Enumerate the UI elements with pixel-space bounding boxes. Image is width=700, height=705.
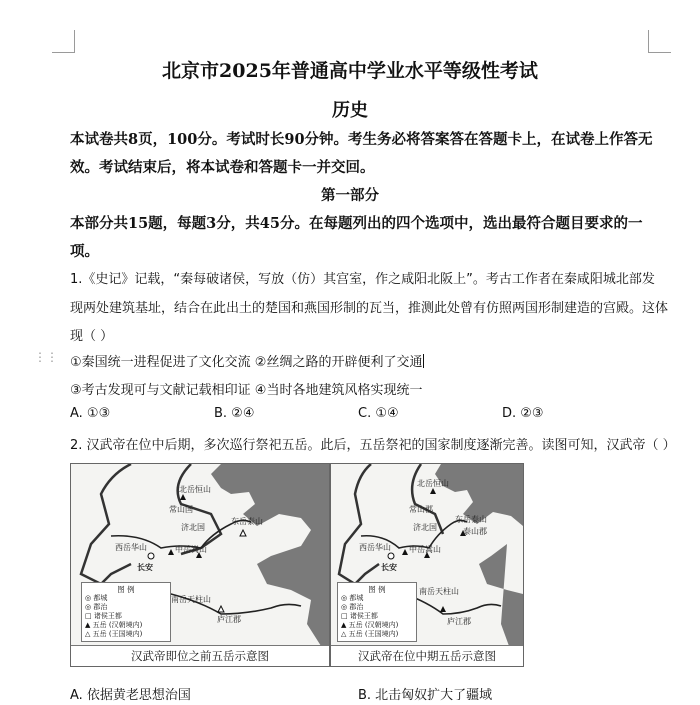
map-mid-reign bbox=[330, 463, 524, 667]
map-2-south-peak bbox=[440, 606, 446, 612]
map-2-label-central: 中岳嵩山 bbox=[409, 545, 441, 554]
q1-option-b: B. ②④ bbox=[214, 406, 255, 421]
q2-option-a: A. 依据黄老思想治国 bbox=[70, 688, 191, 703]
map-1-legend-item: ◎ 郡治 bbox=[85, 603, 108, 611]
page-corner-mark-right bbox=[648, 30, 671, 53]
map-2-label-west: 西岳华山 bbox=[359, 543, 391, 552]
map-2-legend-item: ◎ 都城 bbox=[341, 594, 364, 602]
exam-title: 北京市2025年普通高中学业水平等级性考试 bbox=[162, 60, 538, 82]
map-1-legend-item: ▲ 五岳 (汉朝境内) bbox=[85, 621, 143, 629]
map-1-label-changan: 长安 bbox=[137, 563, 153, 572]
map-2-sea-south bbox=[479, 544, 523, 646]
text-cursor bbox=[423, 354, 424, 368]
map-2-legend bbox=[337, 582, 417, 642]
map-1-label-west: 西岳华山 bbox=[115, 543, 147, 552]
map-2-legend-item: ◎ 郡治 bbox=[341, 603, 364, 611]
map-1-legend-title: 图 例 bbox=[117, 585, 135, 594]
map-1-changan-marker bbox=[148, 553, 154, 559]
map-2-label-south: 南岳天柱山 bbox=[419, 587, 459, 596]
q1-option-d: D. ②③ bbox=[502, 406, 544, 421]
map-2-legend-item: □ 诸侯王都 bbox=[341, 612, 378, 620]
map-2-legend-item: △ 五岳 (王国境内) bbox=[341, 630, 399, 638]
exam-instructions-line-1: 本试卷共8页，100分。考试时长90分钟。考生务必将答案答在答题卡上，在试卷上作答无 bbox=[70, 131, 653, 148]
q1-option-a: A. ①③ bbox=[70, 406, 111, 421]
map-1-legend-item: △ 五岳 (王国境内) bbox=[85, 630, 143, 638]
q1-statements-line-1[interactable] bbox=[70, 351, 424, 370]
map-2-label-lujiang: 庐江郡 bbox=[447, 617, 471, 626]
map-1-legend-item: ◎ 都城 bbox=[85, 594, 108, 602]
map-2-label-east: 东岳泰山 bbox=[455, 515, 487, 524]
q1-statements-text-1: ①秦国统一进程促进了文化交流 ②丝绸之路的开辟便利了交通 bbox=[70, 355, 423, 370]
q1-stem-line-2: 现两处建筑基址，结合在此出土的楚国和燕国形制的瓦当，推测此处曾有仿照两国形制建造的宫殿。这体 bbox=[70, 301, 669, 316]
map-2-label-taishan: 泰山郡 bbox=[463, 527, 487, 536]
map-1-label-changshan: 常山国 bbox=[169, 505, 193, 514]
map-1-label-jibei: 济北国 bbox=[181, 523, 205, 532]
map-1-label-central: 中岳嵩山 bbox=[175, 545, 207, 554]
map-1-label-south: 南岳天柱山 bbox=[171, 595, 211, 604]
map-1-label-east: 东岳泰山 bbox=[231, 517, 263, 526]
exam-subject: 历史 bbox=[332, 100, 368, 121]
map-2-label-north: 北岳恒山 bbox=[417, 479, 449, 488]
map-2-label-changshan: 常山郡 bbox=[409, 505, 433, 514]
q1-statements-line-2: ③考古发现可与文献记载相印证 ④当时各地建筑风格实现统一 bbox=[70, 383, 423, 398]
map-2-west-peak bbox=[402, 549, 408, 555]
part-title: 第一部分 bbox=[321, 187, 379, 204]
map-2-label-changan: 长安 bbox=[381, 563, 397, 572]
map-1-legend bbox=[81, 582, 171, 642]
q1-stem-line-1: 1.《史记》记载，“秦每破诸侯，写放（仿）其宫室，作之咸阳北阪上”。考古工作者在秦咸阳城北部发 bbox=[70, 272, 655, 287]
q2-option-b: B. 北击匈奴扩大了疆域 bbox=[358, 688, 493, 703]
q1-option-c: C. ①④ bbox=[358, 406, 399, 421]
drag-handle-icon[interactable]: ⋮⋮ bbox=[34, 350, 58, 364]
map-1-south-peak bbox=[218, 606, 224, 612]
map-1-label-lujiang: 庐江郡 bbox=[217, 615, 241, 624]
map-2-legend-title: 图 例 bbox=[368, 585, 386, 594]
map-2-label-jibei: 济北国 bbox=[413, 523, 437, 532]
page-corner-mark-left bbox=[52, 30, 75, 53]
map-1-caption: 汉武帝即位之前五岳示意图 bbox=[71, 645, 329, 666]
map-2-changan-marker bbox=[388, 553, 394, 559]
map-2-legend-item: ▲ 五岳 (汉朝境内) bbox=[341, 621, 399, 629]
exam-instructions-line-2: 效。考试结束后，将本试卷和答题卡一并交回。 bbox=[70, 159, 375, 176]
map-before-reign bbox=[70, 463, 330, 667]
q1-stem-line-3: 现（ ） bbox=[70, 329, 114, 344]
map-2-caption: 汉武帝在位中期五岳示意图 bbox=[331, 645, 523, 666]
map-1-east-peak bbox=[240, 530, 246, 536]
part-instructions-line-2: 项。 bbox=[70, 243, 99, 260]
map-1-legend-item: □ 诸侯王都 bbox=[85, 612, 122, 620]
q2-stem: 2. 汉武帝在位中后期，多次巡行祭祀五岳。此后，五岳祭祀的国家制度逐渐完善。读图可知，汉武帝（ ） bbox=[70, 438, 676, 453]
map-1-west-peak bbox=[168, 549, 174, 555]
part-instructions-line-1: 本部分共15题，每题3分，共45分。在每题列出的四个选项中，选出最符合题目要求的一 bbox=[70, 215, 643, 232]
map-1-label-north: 北岳恒山 bbox=[179, 485, 211, 494]
